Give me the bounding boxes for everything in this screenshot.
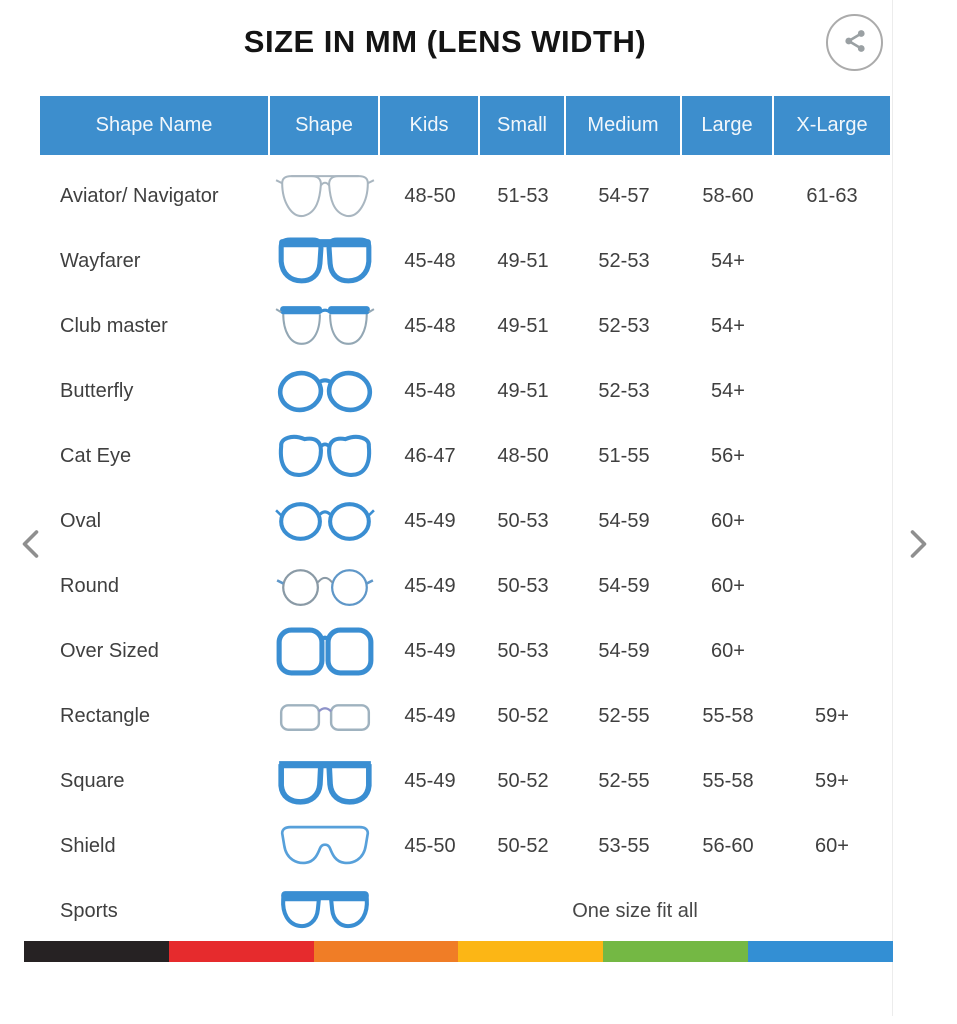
shape-name: Round	[60, 575, 119, 597]
shield-glasses-icon	[270, 820, 380, 873]
size-value-kids: 45-49	[404, 575, 456, 597]
column-header-icon: Shape	[270, 96, 380, 155]
size-value-kids: 45-48	[404, 380, 456, 402]
size-value-medium: 54-57	[598, 185, 650, 207]
shape-name: Aviator/ Navigator	[60, 185, 219, 207]
shape-name: Over Sized	[60, 640, 159, 662]
size-value-large: 60+	[711, 575, 745, 597]
size-value-large: 55-58	[702, 770, 754, 792]
round-glasses-icon	[270, 560, 380, 613]
table-row	[40, 164, 890, 229]
table-row	[40, 294, 890, 359]
column-header-medium: Medium	[566, 96, 682, 155]
cateye-glasses-icon	[270, 430, 380, 483]
size-value-xlarge: 60+	[815, 835, 849, 857]
brand-color-bar	[24, 941, 893, 962]
size-value-kids: 45-49	[404, 770, 456, 792]
size-value-small: 49-51	[497, 315, 549, 337]
size-value-small: 50-53	[497, 640, 549, 662]
size-value-medium: 52-53	[598, 315, 650, 337]
size-value-medium: 53-55	[598, 835, 650, 857]
size-value-large: 58-60	[702, 185, 754, 207]
size-table	[40, 96, 890, 944]
column-header-large: Large	[682, 96, 774, 155]
shape-name: Oval	[60, 510, 102, 532]
color-bar-segment	[24, 941, 169, 962]
size-value-kids: 45-48	[404, 315, 456, 337]
size-value-medium: 52-53	[598, 250, 650, 272]
clubmaster-glasses-icon	[270, 300, 380, 353]
size-value-large: 60+	[711, 510, 745, 532]
butterfly-glasses-icon	[270, 365, 380, 418]
size-value-large: 56+	[711, 445, 745, 467]
color-bar-segment	[458, 941, 603, 962]
size-value-medium: 51-55	[598, 445, 650, 467]
size-value-medium: 54-59	[598, 575, 650, 597]
shape-name: Sports	[60, 900, 118, 922]
shape-name: Square	[60, 770, 125, 792]
size-value-xlarge: 59+	[815, 705, 849, 727]
column-header-kids: Kids	[380, 96, 480, 155]
table-row	[40, 879, 890, 944]
color-bar-segment	[314, 941, 459, 962]
shape-name: Rectangle	[60, 705, 151, 727]
size-value-small: 48-50	[497, 445, 549, 467]
oval-glasses-icon	[270, 495, 380, 548]
carousel-next-button[interactable]	[895, 519, 939, 571]
size-value-kids: 48-50	[404, 185, 456, 207]
size-value-large: 54+	[711, 250, 745, 272]
size-value-kids: 45-50	[404, 835, 456, 857]
shape-name: Shield	[60, 835, 116, 857]
table-row	[40, 619, 890, 684]
table-row	[40, 229, 890, 294]
size-value-medium: 54-59	[598, 510, 650, 532]
size-value-large: 60+	[711, 640, 745, 662]
size-value-small: 51-53	[497, 185, 549, 207]
size-value-small: 49-51	[497, 250, 549, 272]
table-row	[40, 424, 890, 489]
size-value-xlarge: 59+	[815, 770, 849, 792]
size-value-xlarge: 61-63	[806, 185, 858, 207]
column-header-small: Small	[480, 96, 566, 155]
size-value-kids: 45-49	[404, 705, 456, 727]
table-row	[40, 749, 890, 814]
table-row	[40, 554, 890, 619]
shape-name: Cat Eye	[60, 445, 132, 467]
share-icon	[840, 26, 870, 59]
square-glasses-icon	[270, 755, 380, 808]
chevron-right-icon	[899, 522, 935, 569]
chevron-left-icon	[14, 522, 50, 569]
size-value-kids: 45-48	[404, 250, 456, 272]
oversized-glasses-icon	[270, 625, 380, 678]
size-value-kids: 45-49	[404, 510, 456, 532]
shape-name: Wayfarer	[60, 250, 141, 272]
table-body	[40, 155, 890, 944]
rectangle-glasses-icon	[270, 690, 380, 743]
table-row	[40, 684, 890, 749]
size-value-medium: 52-53	[598, 380, 650, 402]
size-value-small: 50-52	[497, 705, 549, 727]
size-value-small: 50-53	[497, 575, 549, 597]
size-value-small: 50-52	[497, 835, 549, 857]
size-value-small: 49-51	[497, 380, 549, 402]
table-header-row	[40, 96, 890, 155]
color-bar-segment	[748, 941, 893, 962]
size-value-small: 50-53	[497, 510, 549, 532]
column-header-xlarge: X-Large	[774, 96, 890, 155]
size-value-medium: 52-55	[598, 770, 650, 792]
size-value-small: 50-52	[497, 770, 549, 792]
wayfarer-glasses-icon	[270, 235, 380, 288]
size-value-large: 54+	[711, 315, 745, 337]
size-value-medium: 52-55	[598, 705, 650, 727]
size-value-large: 55-58	[702, 705, 754, 727]
shape-name: Butterfly	[60, 380, 134, 402]
aviator-glasses-icon	[270, 170, 380, 223]
carousel-prev-button[interactable]	[10, 519, 54, 571]
column-header-name: Shape Name	[40, 96, 270, 155]
shape-name: Club master	[60, 315, 168, 337]
color-bar-segment	[603, 941, 748, 962]
page-title: SIZE IN MM (LENS WIDTH)	[243, 24, 647, 59]
size-value-large: 54+	[711, 380, 745, 402]
table-row	[40, 359, 890, 424]
size-value-large: 56-60	[702, 835, 754, 857]
size-value-kids: 45-49	[404, 640, 456, 662]
one-size-note: One size fit all	[572, 900, 698, 922]
table-row	[40, 814, 890, 879]
sports-glasses-icon	[270, 885, 380, 938]
title-row	[0, 0, 892, 96]
color-bar-segment	[169, 941, 314, 962]
table-row	[40, 489, 890, 554]
size-value-medium: 54-59	[598, 640, 650, 662]
share-button[interactable]	[826, 14, 883, 71]
size-value-kids: 46-47	[404, 445, 456, 467]
